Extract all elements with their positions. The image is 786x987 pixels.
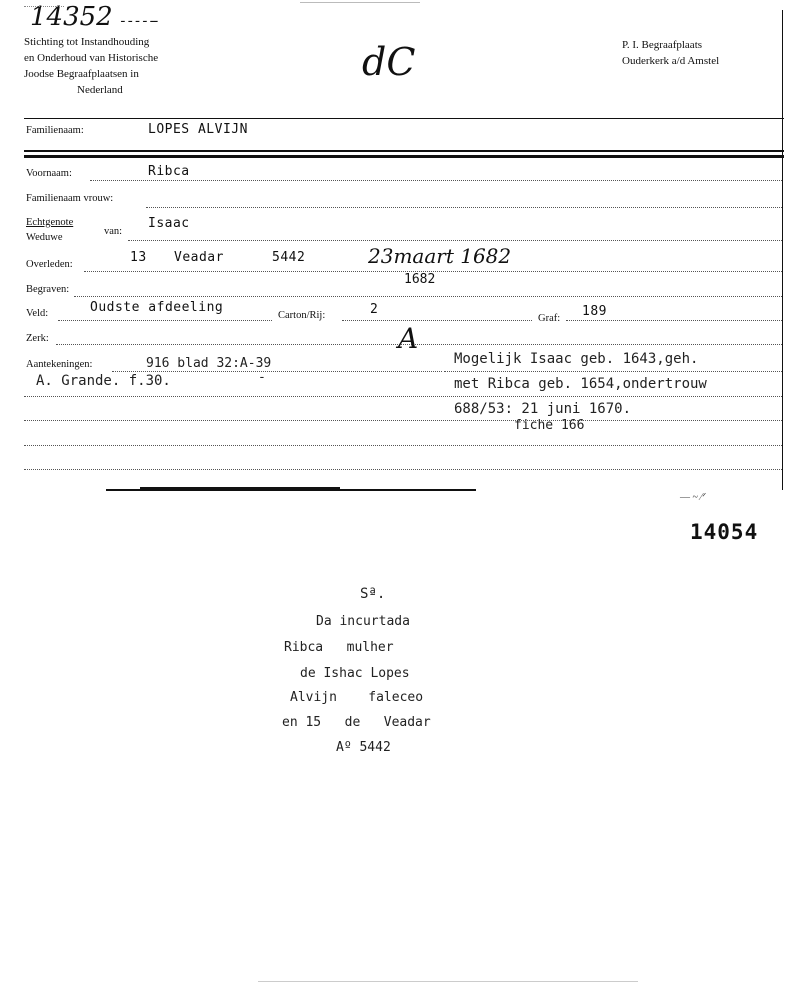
voornaam-label: Voornaam: — [26, 168, 72, 179]
veld-label: Veld: — [26, 308, 49, 319]
carton-dotted-line — [342, 320, 532, 321]
note-dash: - — [258, 370, 266, 385]
double-rule-top — [24, 150, 784, 152]
aantekeningen-value: 916 blad 32:A-39 — [146, 356, 272, 371]
cemetery-block — [622, 37, 772, 69]
note-dotted-2 — [24, 396, 782, 397]
note-dotted-5 — [24, 469, 782, 470]
overleden-day: 13 — [130, 250, 147, 265]
overleden-year: 5442 — [272, 250, 306, 265]
card-bottom-rule-thick — [140, 487, 340, 489]
header-divider — [24, 118, 784, 119]
note-right-line-2: met Ribca geb. 1654,ondertrouw — [454, 376, 707, 392]
note-left-line-2: A. Grande. f.30. — [36, 373, 171, 389]
fiche-number: fiche 166 — [514, 418, 585, 433]
weduwe-label: Weduwe — [26, 232, 63, 243]
note-dotted-3 — [24, 420, 782, 421]
handwritten-code: dC — [362, 40, 416, 84]
begraven-label: Begraven: — [26, 284, 70, 295]
stamp-number: 14054 — [690, 520, 759, 544]
note-right-line-1: Mogelijk Isaac geb. 1643,geh. — [454, 351, 699, 367]
carton-label: Carton/Rij: — [278, 310, 326, 321]
zerk-handwritten-mark: A — [398, 322, 419, 355]
inscription-line-5: en 15 de Veadar — [282, 715, 431, 730]
inscription-line-4: Alvijn faleceo — [290, 690, 424, 705]
veld-dotted-line — [58, 320, 272, 321]
inscription-line-2: Ribca mulher — [284, 640, 394, 655]
zerk-dotted-line — [56, 344, 782, 345]
organization-block — [24, 34, 204, 98]
begraven-dotted-line — [74, 296, 782, 297]
overleden-handwritten-date: 23maart 1682 — [368, 244, 512, 268]
card-bottom-rule — [106, 489, 476, 491]
cemetery-line-2: Ouderkerk a/d Amstel — [622, 55, 720, 67]
scan-marks: — ~ ⁄ᐟ — [680, 492, 707, 503]
card-right-border-lower — [782, 120, 783, 490]
bottom-edge-mark — [258, 981, 638, 982]
familienaam-vrouw-dotted-line — [146, 207, 782, 208]
veld-value: Oudste afdeeling — [90, 300, 224, 315]
inscription-line-3: de Ishac Lopes — [300, 666, 410, 681]
zerk-label: Zerk: — [26, 333, 49, 344]
cemetery-line-1: P. I. Begraafplaats — [622, 39, 703, 51]
overleden-year-typed: 1682 — [404, 272, 436, 287]
note-right-dotted-1 — [444, 371, 782, 372]
org-line-1: Stichting tot Instandhouding — [24, 36, 150, 48]
voornaam-value: Ribca — [148, 164, 190, 179]
graf-dotted-line — [566, 320, 782, 321]
overleden-month: Veadar — [174, 250, 224, 265]
familienaam-value: LOPES ALVIJN — [148, 122, 248, 137]
top-edge-mark — [24, 6, 64, 7]
aantekeningen-dotted-line — [112, 371, 442, 372]
familienaam-vrouw-label: Familienaam vrouw: — [26, 193, 114, 204]
graf-value: 189 — [582, 304, 607, 319]
top-edge-mark-2 — [300, 2, 420, 3]
echtgenote-label: Echtgenote — [26, 217, 74, 228]
voornaam-dotted-line — [90, 180, 782, 181]
handwritten-record-number: ــ ـ ـ ـ ـ 14352 — [30, 2, 158, 32]
aantekeningen-label: Aantekeningen: — [26, 359, 93, 370]
note-dotted-4 — [24, 445, 782, 446]
card-right-border — [782, 10, 783, 120]
inscription-line-6: Aº 5442 — [336, 740, 391, 755]
van-label: van: — [104, 226, 123, 237]
carton-value: 2 — [370, 302, 379, 317]
graf-label: Graf: — [538, 313, 561, 324]
org-line-3: Joodse Begraafplaatsen in — [24, 68, 139, 80]
inscription-line-1: Da incurtada — [316, 614, 410, 629]
org-line-2: en Onderhoud van Historische — [24, 52, 159, 64]
inscription-heading: Sª. — [360, 586, 386, 602]
overleden-label: Overleden: — [26, 259, 73, 270]
note-right-line-3: 688/53: 21 juni 1670. — [454, 401, 632, 417]
van-value: Isaac — [148, 216, 190, 231]
familienaam-label: Familienaam: — [26, 125, 84, 136]
org-line-4: Nederland — [77, 84, 123, 96]
van-dotted-line — [128, 240, 782, 241]
double-rule-bottom — [24, 155, 784, 158]
